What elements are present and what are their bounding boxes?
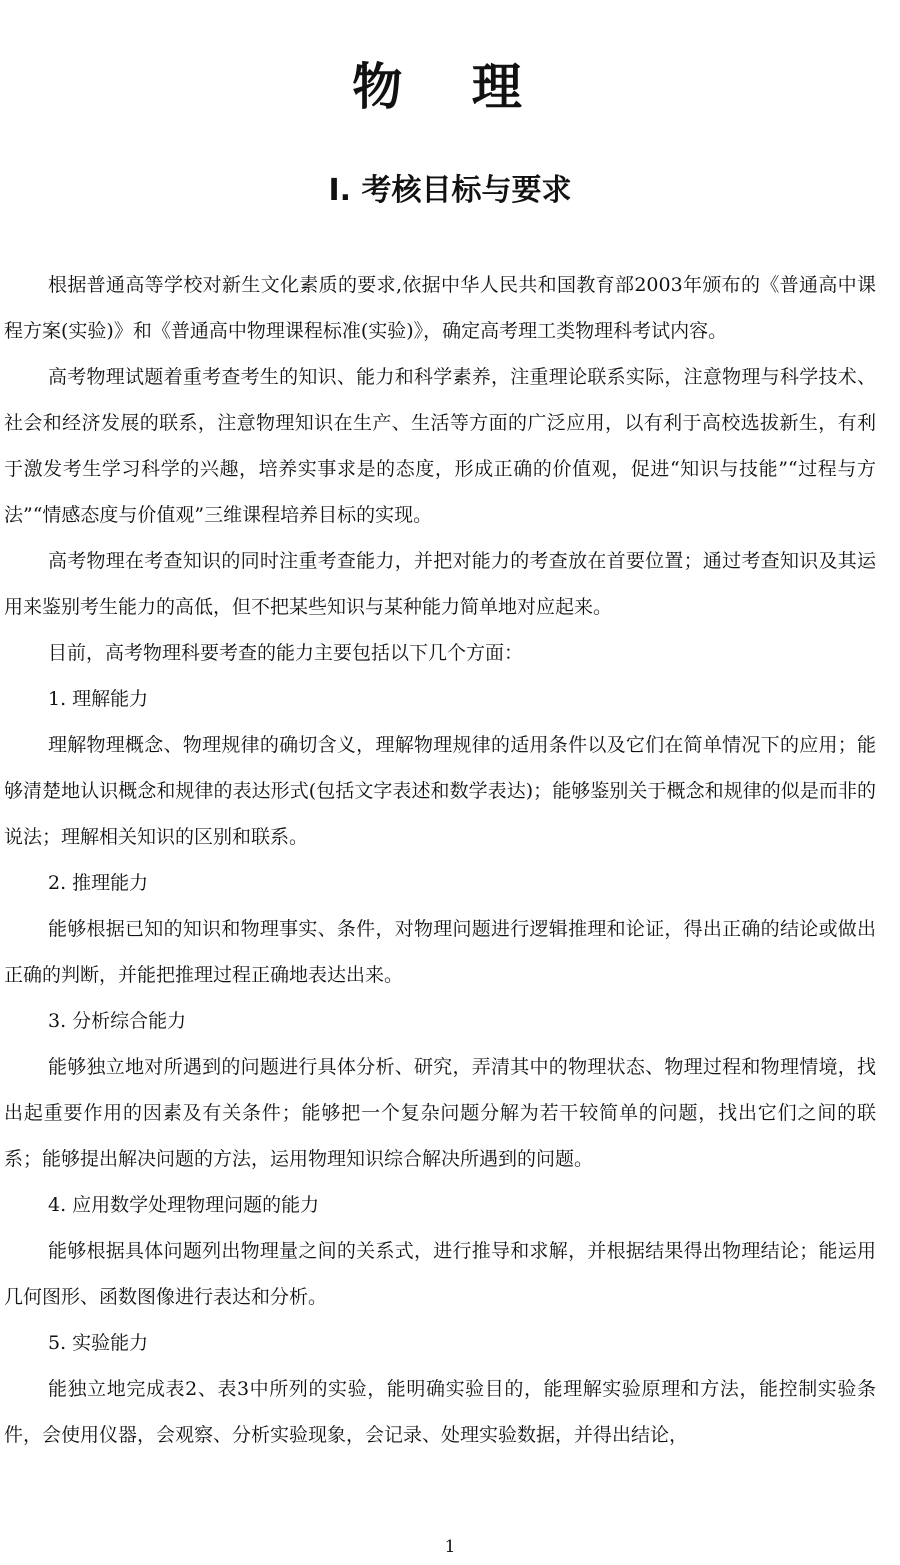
paragraph-experiment: 能独立地完成表2、表3中所列的实验，能明确实验目的，能理解实验原理和方法，能控制实验条件，会使用仪器，会观察、分析实验现象，会记录、处理实验数据，并得出结论，	[4, 1378, 876, 1446]
document-body	[4, 262, 876, 1458]
paragraph-intro: 根据普通高等学校对新生文化素质的要求,依据中华人民共和国教育部2003年颁布的《普通高中课程方案(实验)》和《普通高中物理课程标准(实验)》，确定高考理工类物理科考试内容。	[4, 274, 876, 342]
heading-analysis: 3. 分析综合能力	[48, 1010, 187, 1032]
section-title: Ⅰ. 考核目标与要求	[328, 173, 572, 208]
page-title: 物 理	[352, 58, 548, 116]
heading-math: 4. 应用数学处理物理问题的能力	[48, 1194, 320, 1216]
heading-understanding: 1. 理解能力	[48, 688, 149, 710]
paragraph-abilities-intro: 目前，高考物理科要考查的能力主要包括以下几个方面：	[48, 642, 524, 664]
heading-experiment: 5. 实验能力	[48, 1332, 149, 1354]
heading-reasoning: 2. 推理能力	[48, 872, 149, 894]
paragraph-analysis: 能够独立地对所遇到的问题进行具体分析、研究，弄清其中的物理状态、物理过程和物理情境，找出起重要作用的因素及有关条件；能够把一个复杂问题分解为若干较简单的问题，找出它们之间的联系；能够提出解决问题的方法，运用物理知识综合解决所遇到的问题。	[4, 1056, 876, 1170]
paragraph-understanding: 理解物理概念、物理规律的确切含义，理解物理规律的适用条件以及它们在简单情况下的应用；能够清楚地认识概念和规律的表达形式(包括文字表述和数学表达)；能够鉴别关于概念和规律的似是而非的说法；理解相关知识的区别和联系。	[4, 734, 876, 848]
page-number: 1	[444, 1537, 456, 1557]
paragraph-exam-focus: 高考物理试题着重考查考生的知识、能力和科学素养，注重理论联系实际，注意物理与科学技术、社会和经济发展的联系，注意物理知识在生产、生活等方面的广泛应用，以有利于高校选拔新生，有利于激发考生学习科学的兴趣，培养实事求是的态度，形成正确的价值观，促进“知识与技能”“过程与方法”“情感态度与价值观”三维课程培养目标的实现。	[4, 366, 876, 526]
paragraph-reasoning: 能够根据已知的知识和物理事实、条件，对物理问题进行逻辑推理和论证，得出正确的结论或做出正确的判断，并能把推理过程正确地表达出来。	[4, 918, 876, 986]
paragraph-ability-priority: 高考物理在考查知识的同时注重考查能力，并把对能力的考查放在首要位置；通过考查知识及其运用来鉴别考生能力的高低，但不把某些知识与某种能力简单地对应起来。	[4, 550, 876, 618]
paragraph-math: 能够根据具体问题列出物理量之间的关系式，进行推导和求解，并根据结果得出物理结论；能运用几何图形、函数图像进行表达和分析。	[4, 1240, 876, 1308]
